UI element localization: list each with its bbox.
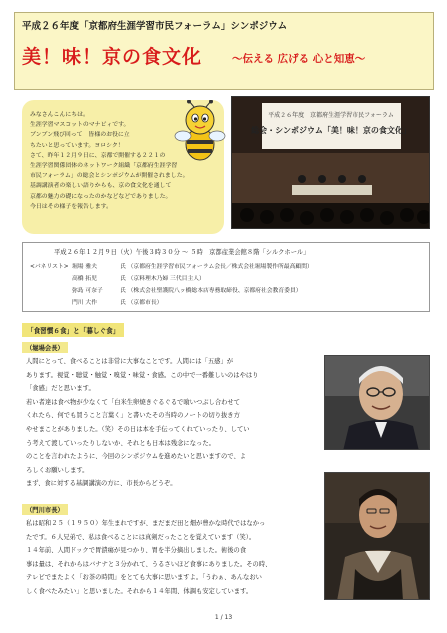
body-line: う考えて渡していったりしないか、それとも日本は残念になった。: [26, 439, 215, 447]
body-line: くれたら、何でも買うこと言葉く」と書いたその当時のノートの切り抜き方: [26, 412, 240, 420]
speaker-tag-horiba: （堀場会長）: [22, 342, 68, 353]
event-datetime-venue: 平成２６年１２月９日（火）午後３時３０分 ～ ５時 京都産業会館８階「シルクホール」: [54, 249, 310, 256]
intro-line: ちたいと思っています。ヨロシク！: [30, 142, 124, 149]
panelist-name: 門川 大作: [72, 300, 98, 306]
panelist-name: 弥島 可奈子: [72, 288, 103, 294]
intro-line: ブンブン飛び回って 皆様のお役に立: [30, 132, 130, 139]
panelist-name: 堀場 雅夫: [72, 264, 98, 270]
speaker1-body: [26, 355, 258, 491]
body-line: たです。６人兄弟で、私は食べることには真剣だったことを覚えています（笑）。: [26, 533, 256, 541]
horiba-portrait-photo: [324, 355, 430, 450]
speaker-tag-kadokawa: （門川市長）: [22, 504, 68, 515]
intro-line: 市民フォーラム」の総会とシンポジウムが開催されました。: [30, 173, 189, 180]
main-title: 美！味！京の食文化: [22, 46, 203, 68]
forum-subtitle: 平成２６年度「京都府生涯学習市民フォーラム」シンポジウム: [22, 21, 288, 32]
panelist-desc: 氏 （京都市長）: [120, 300, 163, 306]
body-line: 私は昭和２５（１９５０）年生まれですが、まだまだ田と畑が豊かな時代ではなかっ: [26, 520, 266, 527]
intro-line: 京都の魅力の礎になったのかなどなどでありました。: [30, 193, 172, 200]
body-line: やせまことがありました。（笑）その日は本を手伝ってくれていったり、してい: [26, 425, 250, 433]
section-heading: 「食習慣６食」と「暮しぐ食」: [22, 323, 124, 337]
symposium-hall-photo: [231, 96, 430, 229]
intro-line: さて、昨年１２月９日に、京都で開催する２２１の: [30, 152, 166, 159]
intro-line: 今日はその様子を報告します。: [30, 203, 112, 210]
body-line: 「食感」だと思います。: [26, 385, 95, 393]
speaker2-body: [26, 517, 271, 599]
panelist-desc: 氏 （京料理木乃婦 三代目主人）: [120, 276, 205, 282]
page-number: 1 / 13: [214, 614, 233, 621]
panelist-desc: 氏 （株式会社聖護院八ッ橋総本店専務取締役、京都府社会教育委員）: [120, 288, 302, 294]
panelist-label: <パネリスト>: [30, 264, 69, 270]
intro-line: みなさんこんにちは。: [30, 112, 89, 118]
panelist-name: 高橋 拓児: [72, 276, 98, 282]
body-line: 若い者達は食べ物が少なくて「白米生卵焼きぐるぐるで喰いつぶし合わせて: [26, 398, 241, 406]
bee-mascot-icon: [170, 100, 230, 166]
body-line: 事は量は、それからはバナナと３分かれて、うるさいほど食事にありました。その時、: [26, 560, 272, 568]
body-line: あります。視覚・聴覚・触覚・嗅覚・味覚・食感。この中で一番難しいのはやはり: [26, 371, 259, 379]
title-tagline: ～伝える 広げる 心と知恵～: [232, 53, 366, 65]
intro-line: 基調講演者の楽しい語りからも、京の食文化を通して: [30, 183, 172, 190]
banner-line-1: 平成２６年度 京都府生涯学習市民フォーラム: [268, 112, 394, 119]
body-line: １４年前、人間ドックで胃潰瘍が見つかり、胃を半分摘出しました。術後の食: [26, 547, 247, 555]
body-line: 人間にとって、食べることは非常に大事なことです。人間には「五感」が: [26, 358, 234, 365]
intro-line: 生涯学習関係団体のネットワーク組織「京都府生涯学習: [30, 163, 178, 170]
body-line: のことを言われたように、今回のシンポジウムを進めたいと思いますので、よ: [26, 453, 247, 461]
body-line: しく食べたみたい」と思いました。それから１４年間、体調も安定しています。: [26, 587, 253, 595]
takahashi-portrait-photo: [324, 472, 430, 600]
banner-line-2: 総会・シンポジウム「美！味！京の食文化」: [251, 126, 411, 135]
panelist-desc: 氏 （京都府生涯学習市民フォーラム会長／株式会社堀場製作所最高顧問）: [120, 264, 313, 270]
body-line: テレビでまたよく「お茶の時間」をとても大事に思いますよ。「うわぁ、あんなおい: [26, 574, 262, 582]
body-line: ろしくお願いします。: [26, 466, 89, 474]
body-line: まず、食に対する基調講演の方に、市長からどうぞ。: [26, 480, 177, 488]
intro-line: 生涯学習マスコットのマナビィです。: [30, 122, 130, 129]
